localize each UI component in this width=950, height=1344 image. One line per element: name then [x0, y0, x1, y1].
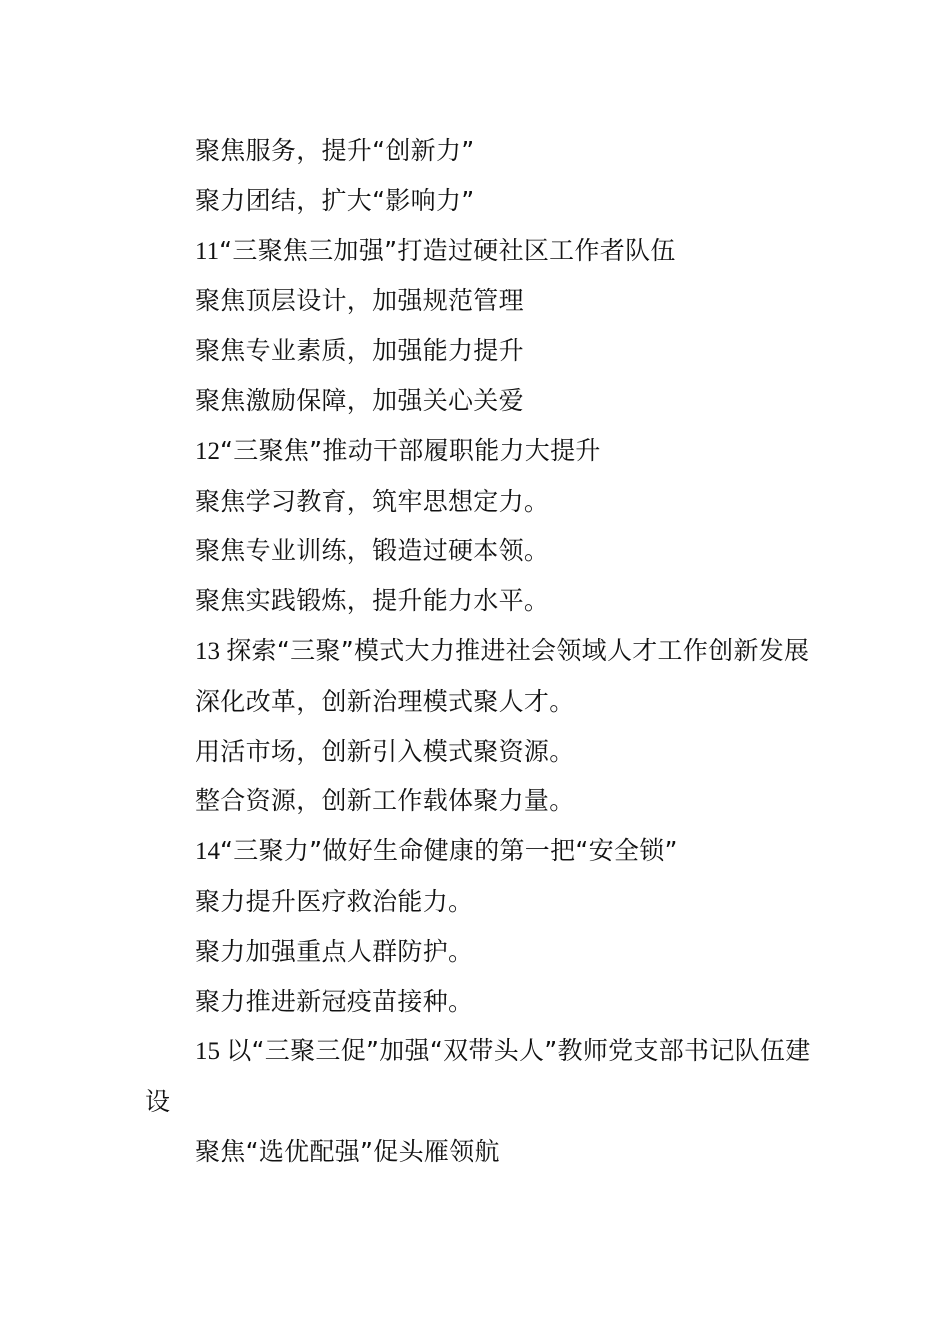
list-item: 聚焦“选优配强”促头雁领航 — [195, 1136, 500, 1166]
list-item: 聚焦专业素质，加强能力提升 — [195, 336, 524, 366]
heading-number: 15 — [195, 1038, 227, 1066]
list-item: 聚力加强重点人群防护。 — [195, 936, 474, 966]
list-item: 聚力提升医疗救治能力。 — [195, 886, 474, 916]
heading-text: “三聚力”做好生命健康的第一把“安全锁” — [220, 836, 678, 866]
heading-text: 探索“三聚”模式大力推进社会领域人才工作创新发展 — [226, 635, 810, 665]
section-heading — [145, 226, 815, 277]
section-heading — [145, 1026, 815, 1127]
heading-text: 以“三聚三促”加强“双带头人”教师党支部书记队伍建设 — [145, 1036, 811, 1117]
heading-number: 12 — [195, 437, 220, 465]
list-item: 聚焦专业训练，锻造过硬本领。 — [195, 536, 550, 566]
list-item: 用活市场，创新引入模式聚资源。 — [195, 736, 575, 766]
list-item: 聚焦顶层设计，加强规范管理 — [195, 286, 524, 316]
list-item: 聚力团结，扩大“影响力” — [195, 185, 475, 215]
section-heading — [145, 626, 815, 677]
heading-number: 11 — [195, 237, 220, 265]
section-heading — [145, 426, 815, 477]
list-item: 聚力推进新冠疫苗接种。 — [195, 986, 474, 1016]
heading-text: “三聚焦三加强”打造过硬社区工作者队伍 — [219, 235, 676, 265]
list-item: 深化改革，创新治理模式聚人才。 — [195, 686, 575, 716]
list-item: 聚焦学习教育，筑牢思想定力。 — [195, 486, 550, 516]
list-item: 聚焦服务，提升“创新力” — [195, 136, 475, 165]
heading-number: 13 — [195, 637, 227, 665]
heading-text: “三聚焦”推动干部履职能力大提升 — [220, 435, 601, 465]
list-item: 聚焦实践锻炼，提升能力水平。 — [195, 586, 550, 616]
section-heading — [145, 826, 815, 877]
document-body — [145, 126, 815, 1177]
heading-number: 14 — [195, 838, 220, 866]
list-item: 聚焦激励保障，加强关心关爱 — [195, 385, 524, 415]
list-item: 整合资源，创新工作载体聚力量。 — [195, 786, 575, 816]
